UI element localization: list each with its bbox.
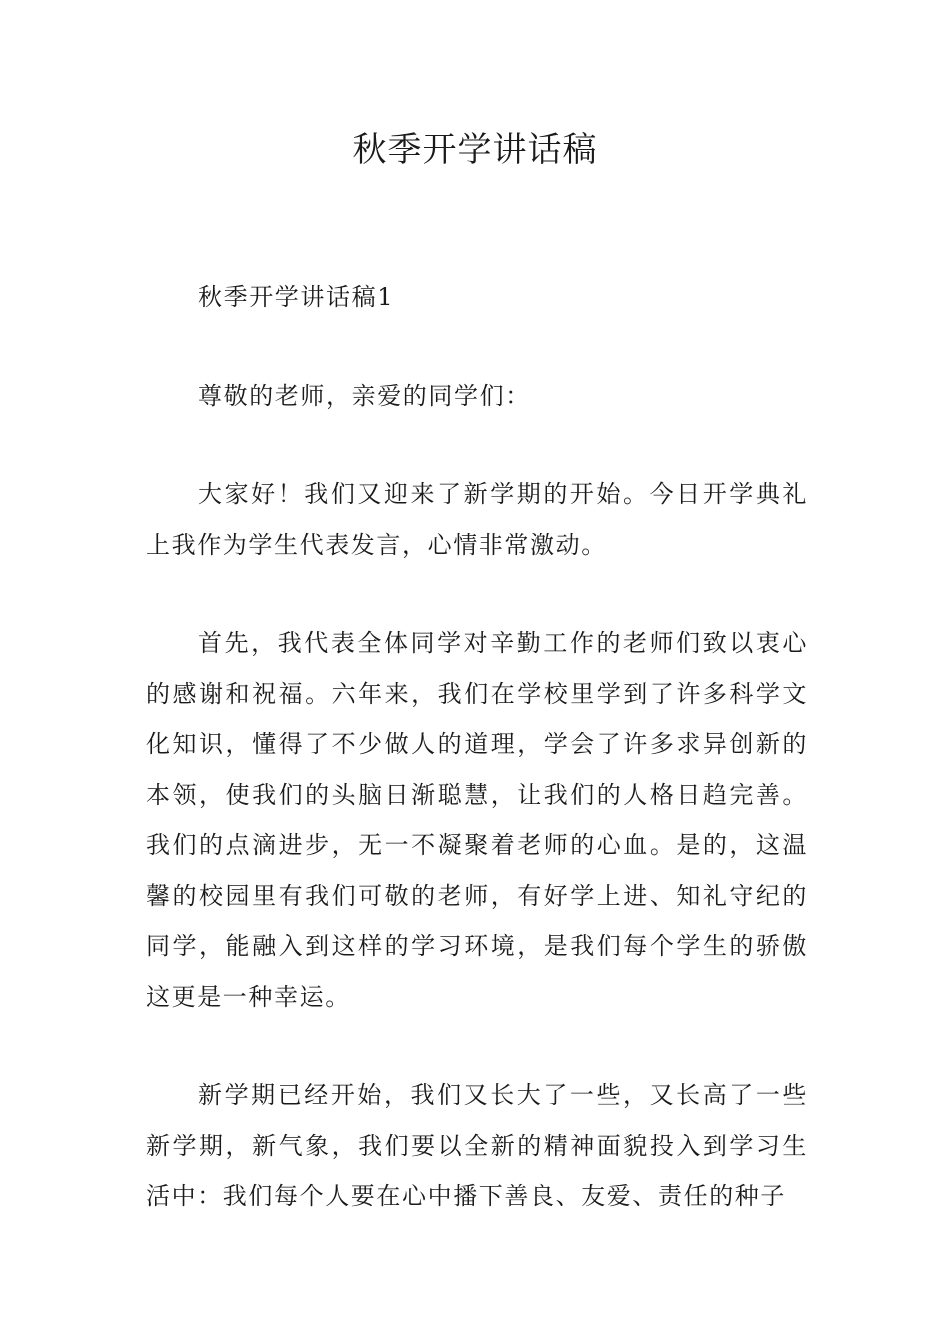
paragraph-2: 首先，我代表全体同学对辛勤工作的老师们致以衷心的感谢和祝福。六年来，我们在学校里学到了许多科学文化知识，懂得了不少做人的道理，学会了许多求异创新的本领，使我们的头脑日渐聪慧，让我们的人格日趋完善。我们的点滴进步，无一不凝聚着老师的心血。是的，这温馨的校园里有我们可敬的老师，有好学上进、知礼守纪的同学，能融入到这样的学习环境，是我们每个学生的骄傲这更是一种幸运。 [146,629,808,1011]
salutation: 尊敬的老师，亲爱的同学们： [198,381,531,410]
document-body [146,272,808,1222]
paragraph-3: 新学期已经开始，我们又长大了一些，又长高了一些新学期，新气象，我们要以全新的精神面貌投入到学习生活中：我们每个人要在心中播下善良、友爱、责任的种子 [146,1081,808,1210]
document-title: 秋季开学讲话稿 [352,130,598,170]
paragraph-1: 大家好！我们又迎来了新学期的开始。今日开学典礼上我作为学生代表发言，心情非常激动。 [146,480,808,559]
section-heading: 秋季开学讲话稿1 [198,283,395,311]
